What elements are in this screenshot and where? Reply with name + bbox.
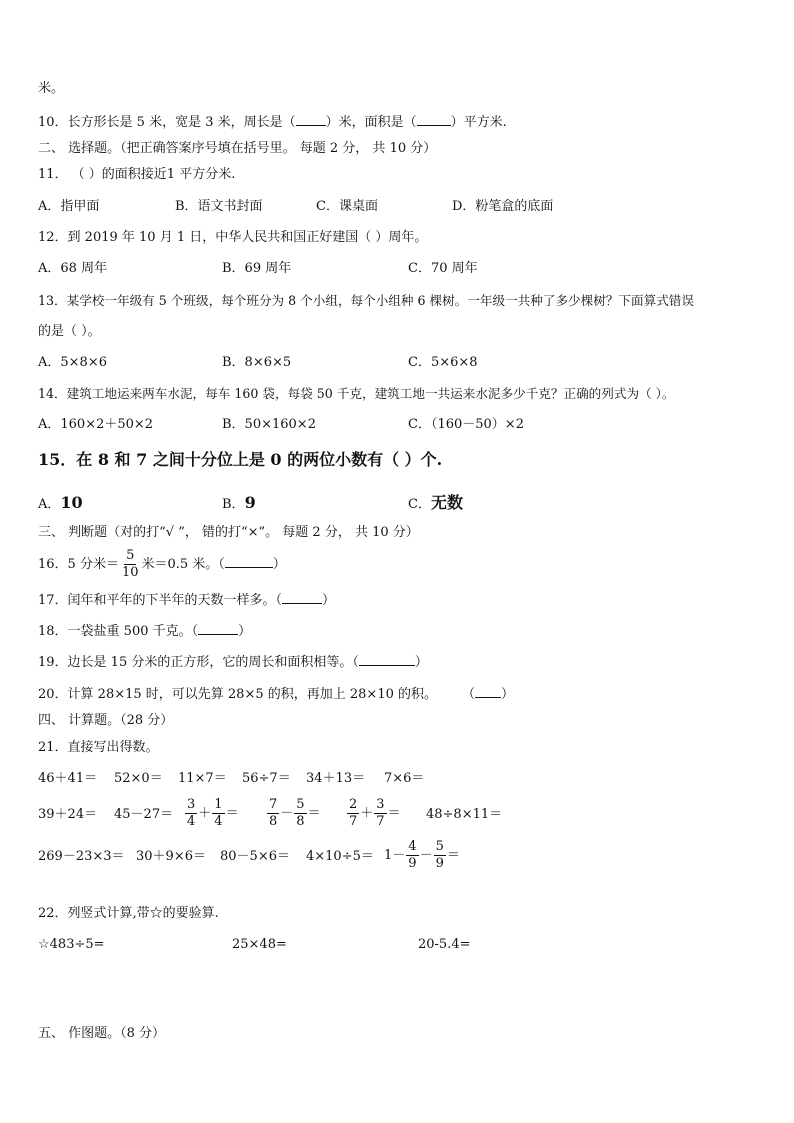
q21-r3-c2: 30＋9×6＝ — [136, 849, 206, 864]
q22-item-3: 20-5.4= — [418, 937, 471, 952]
q13-option-c[interactable]: C．5×6×8 — [408, 355, 478, 370]
q16-post: 米＝0.5 米。（ — [141, 557, 225, 572]
q17-answer-blank[interactable] — [282, 592, 322, 604]
q15-option-a[interactable] — [38, 494, 83, 514]
q21-r2-fraction-2 — [266, 796, 321, 832]
q14-option-b[interactable]: B．50×160×2 — [222, 417, 316, 432]
q16-denominator: 10 — [121, 565, 139, 580]
q18-answer-blank[interactable] — [198, 623, 238, 635]
frac-den: 8 — [269, 814, 278, 829]
q19-answer-blank[interactable] — [359, 654, 415, 666]
q21-r1-c1: 46＋41＝ — [38, 771, 98, 786]
frac-den: 4 — [214, 814, 223, 829]
section-5-heading: 五、 作图题。（8 分） — [38, 1026, 166, 1041]
equals: ＝ — [225, 806, 239, 821]
section-2-heading: 二、 选择题。（把正确答案序号填在括号里。 每题 2 分， 共 10 分） — [38, 141, 437, 156]
question-19 — [38, 654, 428, 672]
question-10 — [38, 114, 507, 132]
question-11: 11． （ ）的面积接近1 平方分米. — [38, 167, 236, 182]
frac-den: 7 — [376, 814, 385, 829]
question-15: 15．在 8 和 7 之间十分位上是 0 的两位小数有（ ）个. — [38, 450, 443, 469]
frac-num: 5 — [435, 839, 444, 854]
q18-text: 18．一袋盐重 500 千克。（ — [38, 624, 199, 639]
q11-option-d[interactable]: D．粉笔盒的底面 — [452, 199, 554, 214]
q15-option-a-value: 10 — [60, 493, 83, 512]
q11-option-c[interactable]: C．课桌面 — [316, 199, 378, 214]
q21-r3-c4: 4×10÷5＝ — [306, 849, 374, 864]
q20-answer — [462, 686, 514, 704]
q11-option-a[interactable]: A．指甲面 — [38, 199, 100, 214]
q14-option-a[interactable]: A．160×2＋50×2 — [38, 417, 154, 432]
section-4-heading: 四、 计算题。（28 分） — [38, 713, 174, 728]
frac-num: 3 — [376, 797, 385, 812]
question-16 — [38, 547, 286, 583]
q10-blank-2[interactable] — [417, 114, 451, 126]
frac-num: 5 — [296, 797, 305, 812]
q21-r2-fraction-3 — [346, 796, 401, 832]
frac-num: 3 — [187, 797, 196, 812]
q10-part-c: ）平方米. — [450, 115, 507, 130]
question-14: 14．建筑工地运来两车水泥，每车 160 袋，每袋 50 千克，建筑工地一共运来水泥多少千克？正确的列式为（ ）。 — [38, 386, 675, 401]
equals: ＝ — [387, 806, 401, 821]
q21-r1-c4: 56÷7＝ — [242, 771, 291, 786]
operator: － — [419, 848, 433, 863]
q13-option-a[interactable]: A．5×8×6 — [38, 355, 107, 370]
q16-fraction — [120, 548, 141, 581]
q16-numerator: 5 — [126, 548, 135, 563]
q21-r1-c6: 7×6＝ — [384, 771, 425, 786]
frac-den: 7 — [349, 814, 358, 829]
frac-den: 8 — [296, 814, 305, 829]
q21-r2-c2: 45－27＝ — [114, 807, 174, 822]
q22-item-1: ☆483÷5= — [38, 937, 105, 952]
question-17 — [38, 592, 335, 610]
q21-r2-fraction-1 — [184, 796, 239, 832]
frac-den: 9 — [408, 856, 417, 871]
q15-option-c-letter: C． — [408, 497, 431, 512]
lead-term: 1－ — [384, 848, 406, 863]
q17-text: 17．闰年和平年的下半年的天数一样多。（ — [38, 593, 283, 608]
frac-num: 2 — [349, 797, 358, 812]
q21-r3-fraction — [384, 838, 460, 874]
q20-end: ） — [501, 687, 515, 702]
q11-option-b[interactable]: B．语文书封面 — [175, 199, 263, 214]
operator: － — [280, 806, 294, 821]
section-3-heading: 三、 判断题（对的打“√ ”， 错的打“×”。 每题 2 分， 共 10 分） — [38, 525, 419, 540]
frac-num: 1 — [214, 797, 223, 812]
q10-part-a: 10．长方形长是 5 米，宽是 3 米，周长是（ — [38, 115, 296, 130]
equals: ＝ — [446, 848, 460, 863]
q14-option-c[interactable]: C．（160－50）×2 — [408, 417, 524, 432]
q21-r3-c1: 269－23×3＝ — [38, 849, 125, 864]
q15-option-b-letter: B． — [222, 497, 245, 512]
q9-tail: 米。 — [38, 81, 65, 96]
frac-den: 9 — [435, 856, 444, 871]
frac-num: 7 — [269, 797, 278, 812]
q15-option-c[interactable] — [408, 494, 463, 514]
q21-r2-c6: 48÷8×11＝ — [426, 807, 503, 822]
q17-end: ） — [322, 593, 336, 608]
q12-option-c[interactable]: C．70 周年 — [408, 261, 478, 276]
q21-r1-c5: 34＋13＝ — [306, 771, 366, 786]
q12-option-b[interactable]: B．69 周年 — [222, 261, 292, 276]
q16-end: ） — [272, 557, 286, 572]
q22-item-2: 25×48= — [232, 937, 287, 952]
equals: ＝ — [307, 806, 321, 821]
q20-answer-blank[interactable] — [475, 686, 501, 698]
operator: ＋ — [360, 806, 374, 821]
q15-option-a-letter: A． — [38, 497, 61, 512]
frac-den: 4 — [187, 814, 196, 829]
question-13-line-2: 的是（ ）。 — [38, 324, 101, 339]
operator: ＋ — [198, 806, 212, 821]
q15-option-b[interactable] — [222, 494, 256, 514]
q18-end: ） — [238, 624, 252, 639]
q13-option-b[interactable]: B．8×6×5 — [222, 355, 292, 370]
q10-part-b: ）米，面积是（ — [325, 115, 417, 130]
q16-answer-blank[interactable] — [225, 556, 273, 568]
question-21-title: 21．直接写出得数。 — [38, 740, 159, 755]
q20-open: （ — [462, 687, 476, 702]
question-18 — [38, 623, 251, 641]
q19-text: 19．边长是 15 分米的正方形，它的周长和面积相等。（ — [38, 655, 359, 670]
q15-option-c-value: 无数 — [430, 493, 463, 512]
frac-num: 4 — [408, 839, 417, 854]
q21-r1-c2: 52×0＝ — [114, 771, 163, 786]
question-12: 12．到 2019 年 10 月 1 日，中华人民共和国正好建国（ ）周年。 — [38, 230, 428, 245]
q21-r2-c1: 39＋24＝ — [38, 807, 98, 822]
q16-pre: 16．5 分米＝ — [38, 557, 119, 572]
question-20: 20．计算 28×15 时，可以先算 28×5 的积，再加上 28×10 的积。 — [38, 687, 437, 702]
question-13-line-1: 13．某学校一年级有 5 个班级，每个班分为 8 个小组，每个小组种 6 棵树。一年级一共种了多少棵树？下面算式错误 — [38, 293, 694, 308]
q10-blank-1[interactable] — [296, 114, 326, 126]
q21-r1-c3: 11×7＝ — [178, 771, 227, 786]
q19-end: ） — [414, 655, 428, 670]
q15-option-b-value: 9 — [244, 493, 256, 512]
q21-r3-c3: 80－5×6＝ — [220, 849, 290, 864]
q12-option-a[interactable]: A．68 周年 — [38, 261, 108, 276]
question-22-title: 22．列竖式计算,带☆的要验算. — [38, 906, 219, 921]
